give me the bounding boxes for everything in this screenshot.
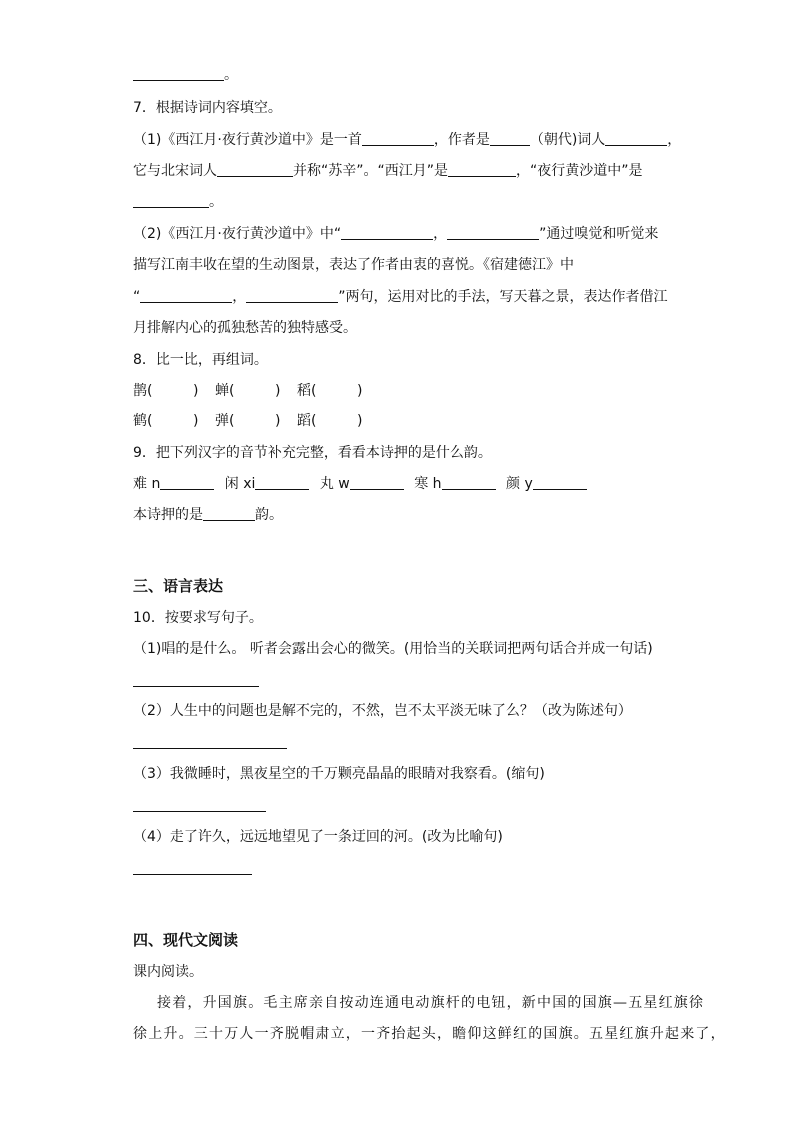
q10-sentence-1: （1)唱的是什么。 听者会露出会心的微笑。(用恰当的关联词把两句话合并成一句话)	[133, 641, 653, 657]
syllable-blank[interactable]	[255, 475, 309, 490]
carryover-line: 。	[133, 66, 238, 84]
poem-line-blank[interactable]	[341, 225, 433, 240]
q10-sentence-3: （3）我微睡时，黑夜星空的千万颗亮晶晶的眼睛对我察看。(缩句)	[133, 766, 545, 782]
compare-char-he: 鹤(	[133, 413, 153, 429]
q10-title: 10．按要求写句子。	[133, 610, 263, 626]
paren-close: )	[193, 383, 199, 399]
poem-line-blank[interactable]	[447, 225, 539, 240]
compare-char-dao: 稻(	[297, 383, 317, 399]
genre-blank[interactable]	[362, 131, 434, 146]
q7-title: 7．根据诗词内容填空。	[133, 100, 282, 116]
q7-part2-line2: 描写江南丰收在望的生动图景，表达了作者由衷的喜悦。《宿建德江》中	[133, 257, 574, 273]
q7-part1-line1: （1)《西江月·夜行黄沙道中》是一首 ，作者是 （朝代)词人 ，	[133, 132, 682, 148]
paren-close: )	[193, 413, 199, 429]
syllable-blank[interactable]	[160, 475, 214, 490]
q10-sentence-4: （4）走了许久，远远地望见了一条迂回的河。(改为比喻句)	[133, 829, 503, 845]
compare-char-dao2: 蹈(	[297, 413, 317, 429]
author-blank[interactable]	[490, 131, 530, 146]
q9-title: 9．把下列汉字的音节补充完整，看看本诗押的是什么韵。	[133, 445, 492, 461]
su-blank[interactable]	[217, 162, 293, 177]
rhyme-blank[interactable]	[203, 506, 255, 521]
compare-char-chan: 蝉(	[215, 383, 235, 399]
poem-line-blank[interactable]	[246, 288, 338, 303]
q8-title: 8．比一比，再组词。	[133, 352, 268, 368]
compare-char-que: 鹊(	[133, 383, 153, 399]
answer-line[interactable]	[133, 811, 266, 812]
answer-line[interactable]	[133, 874, 252, 875]
paren-close: )	[357, 413, 363, 429]
q7-part1-line3: 。	[133, 193, 223, 211]
compare-char-dan: 弹(	[215, 413, 235, 429]
section-3-heading: 三、语言表达	[133, 577, 224, 595]
dynasty-blank[interactable]	[605, 131, 667, 146]
syllable-blank[interactable]	[350, 475, 404, 490]
q7-part1-line2: 它与北宋词人 并称“苏辛”。“西江月”是 ，“夜行黄沙道中”是	[133, 163, 643, 179]
reading-paragraph-line-2: 徐上升。三十万人一齐脱帽肃立，一齐抬起头，瞻仰这鲜红的国旗。五星红旗升起来了，	[133, 1026, 726, 1042]
section-4-heading: 四、现代文阅读	[133, 931, 239, 949]
q10-sentence-2: （2）人生中的问题也是解不完的，不然，岂不太平淡无味了么？（改为陈述句）	[133, 703, 632, 719]
q7-part2-line1: （2)《西江月·夜行黄沙道中》中“ ， ”通过嗅觉和听觉来	[133, 226, 659, 242]
q9-syllable-row: 难 n 闲 xi 丸 w 寒 h 颜 y	[133, 475, 587, 493]
q7-part2-line4: 月排解内心的孤独愁苦的独特感受。	[133, 320, 357, 336]
xijiangyue-blank[interactable]	[448, 162, 516, 177]
answer-line[interactable]	[133, 748, 287, 749]
syllable-blank[interactable]	[533, 475, 587, 490]
q9-rhyme-line: 本诗押的是 韵。	[133, 507, 283, 523]
reading-subtitle: 课内阅读。	[133, 964, 203, 980]
reading-paragraph-line-1: 接着，升国旗。毛主席亲自按动连通电动旗杆的电钮，新中国的国旗—五星红旗徐	[157, 995, 705, 1011]
paren-close: )	[357, 383, 363, 399]
title-meaning-blank[interactable]	[133, 193, 209, 208]
paren-close: )	[275, 413, 281, 429]
answer-line[interactable]	[133, 686, 259, 687]
q7-part2-line3: “ ， ”两句，运用对比的手法，写天暮之景，表达作者借江	[133, 289, 668, 305]
answer-blank[interactable]	[133, 66, 224, 81]
paren-close: )	[275, 383, 281, 399]
poem-line-blank[interactable]	[140, 288, 232, 303]
syllable-blank[interactable]	[442, 475, 496, 490]
